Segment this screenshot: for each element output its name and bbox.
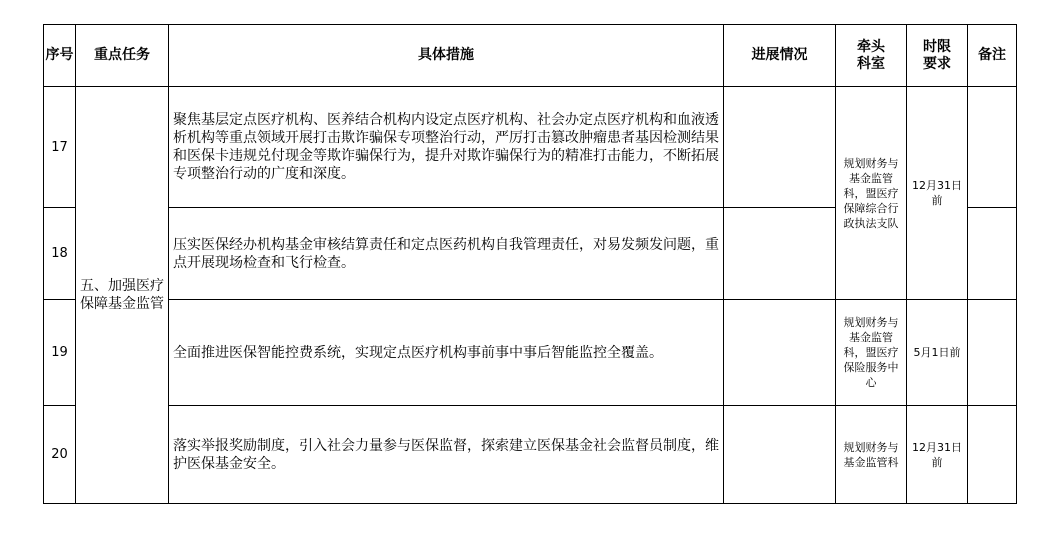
header-task: 重点任务 xyxy=(76,25,169,87)
measure-cell: 压实医保经办机构基金审核结算责任和定点医药机构自我管理责任，对易发频发问题，重点开展现场检查和飞行检查。 xyxy=(169,208,724,300)
remark-cell xyxy=(968,208,1017,300)
table-row xyxy=(44,87,1017,208)
progress-cell xyxy=(724,208,836,300)
row-number: 17 xyxy=(44,87,76,208)
dept-cell: 规划财务与基金监管科，盟医疗保险服务中心 xyxy=(836,300,907,406)
header-dept: 牵头 科室 xyxy=(836,25,907,87)
time-cell: 5月1日前 xyxy=(907,300,968,406)
time-cell: 12月31日前 xyxy=(907,87,968,300)
table-row xyxy=(44,406,1017,504)
key-task-cell: 五、加强医疗保障基金监管 xyxy=(76,87,169,504)
task-table xyxy=(43,24,1017,504)
progress-cell xyxy=(724,87,836,208)
header-measure: 具体措施 xyxy=(169,25,724,87)
remark-cell xyxy=(968,300,1017,406)
progress-cell xyxy=(724,300,836,406)
header-row xyxy=(44,25,1017,87)
progress-cell xyxy=(724,406,836,504)
dept-cell: 规划财务与基金监管科 xyxy=(836,406,907,504)
header-num: 序号 xyxy=(44,25,76,87)
task-table-container xyxy=(43,24,1017,504)
row-number: 20 xyxy=(44,406,76,504)
header-progress: 进展情况 xyxy=(724,25,836,87)
measure-cell: 聚焦基层定点医疗机构、医养结合机构内设定点医疗机构、社会办定点医疗机构和血液透析机构等重点领域开展打击欺诈骗保专项整治行动，严厉打击篡改肿瘤患者基因检测结果和医保卡违规兑付现金等欺诈骗保行为，提升对欺诈骗保行为的精准打击能力，不断拓展专项整治行动的广度和深度。 xyxy=(169,87,724,208)
table-row xyxy=(44,300,1017,406)
row-number: 19 xyxy=(44,300,76,406)
time-cell: 12月31日前 xyxy=(907,406,968,504)
header-remark: 备注 xyxy=(968,25,1017,87)
dept-cell: 规划财务与基金监管科，盟医疗保障综合行政执法支队 xyxy=(836,87,907,300)
measure-cell: 全面推进医保智能控费系统，实现定点医疗机构事前事中事后智能监控全覆盖。 xyxy=(169,300,724,406)
measure-cell: 落实举报奖励制度，引入社会力量参与医保监督，探索建立医保基金社会监督员制度，维护医保基金安全。 xyxy=(169,406,724,504)
header-time: 时限 要求 xyxy=(907,25,968,87)
remark-cell xyxy=(968,406,1017,504)
row-number: 18 xyxy=(44,208,76,300)
remark-cell xyxy=(968,87,1017,208)
